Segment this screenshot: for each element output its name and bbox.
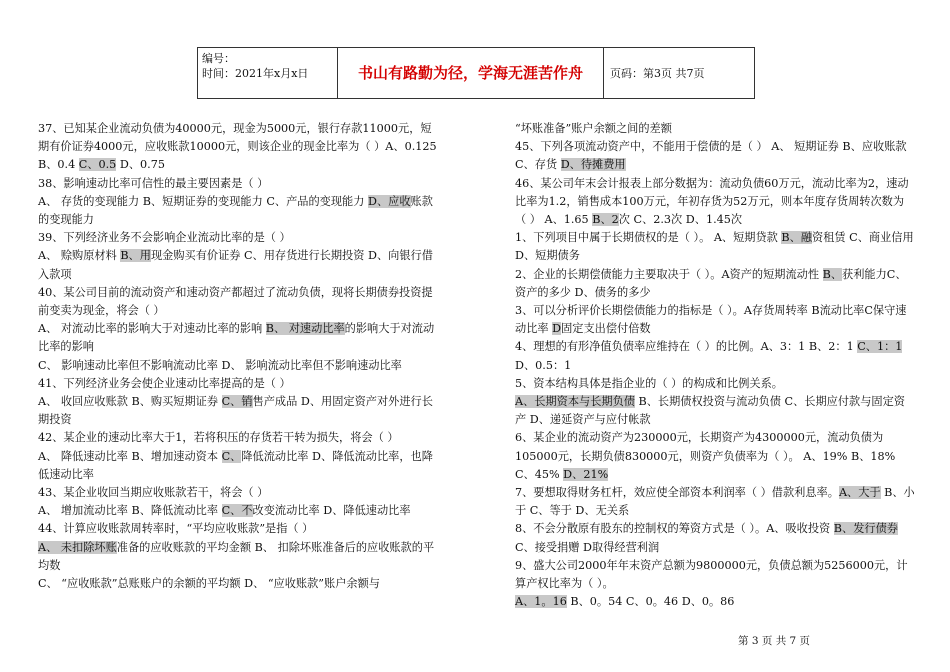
highlighted-answer: B、 对速动比率 [265,322,345,336]
highlighted-answer: A、1。16 [515,595,567,609]
motto: 书山有路勤为径，学海无涯苦作舟 [338,48,604,98]
line-text: 现金购买有价证券 C、用存货进行长期投资 D、向银行借入款项 [38,249,433,281]
question-line [515,138,915,174]
question-line [515,266,915,302]
line-text: C、接受捐赠 D取得经营利润 [515,540,660,554]
question-line [515,175,915,230]
question-line [38,393,438,429]
highlighted-answer: C、不 [221,504,253,518]
line-text: 6、某企业的流动资产为230000元，长期资产为4300000元，流动负债为105000元，长期负债830000元，则资产负债率为（ ）。 A、19% B、18% C、45% [515,431,896,481]
question-line [38,229,438,247]
highlighted-answer: D、待摊费用 [560,158,626,172]
question-line [38,175,438,193]
highlighted-answer: B、融 [781,231,813,245]
line-text: 39、下列经济业务不会影响企业流动比率的是（ ） [38,231,291,245]
question-line [515,393,915,429]
highlighted-answer: C、 [221,449,242,463]
highlighted-answer: B、 [822,267,843,281]
highlighted-answer: C、销 [221,395,253,409]
line-text: 46、某公司年末会计报表上部分数据为：流动负债60万元，流动比率为2，速动比率为1.2，销售成本100万元，年初存货为52万元，则本年度存货周转次数为（ ） A、1.65 [515,176,909,227]
line-text: 售产成品 D、用固定资产对外进行长期投资 [38,395,433,427]
question-line [38,520,438,538]
question-line [38,247,438,283]
question-line [515,520,915,556]
line-text: 2、企业的长期偿债能力主要取决于（ ）。A资产的短期流动性 [515,267,823,281]
page-header [197,47,755,99]
highlighted-answer: C、1：1 [857,340,903,354]
right-column [515,120,915,611]
line-text: 40、某公司目前的流动资产和速动资产都超过了流动负债，现将长期债券投资提前变卖为现金，将会（ ） [38,285,433,318]
question-line [38,429,438,447]
line-text: 固定支出偿付倍数 [561,322,651,336]
line-text: 7、要想取得财务杠杆，效应使全部资本利润率（ ）借款利息率。 [515,486,839,500]
line-text: 44、计算应收账款周转率时，“平均应收账款”是指（ ） [38,522,314,536]
line-text: D、0.75 [116,158,165,172]
line-text: 资租赁 C、商业信用 D、短期债务 [515,231,914,263]
line-text: 43、某企业收回当期应收账款若干，将会（ ） [38,486,269,500]
line-text: 4、理想的有形净值负债率应维持在（ ）的比例。A、3：1 B、2：1 [515,340,858,354]
line-text: A、 增加流动比率 B、降低流动比率 [38,504,222,518]
highlighted-answer: A、长期资本与长期负债 [515,395,635,409]
time-label: 时间：2021年x月x日 [202,67,309,80]
number-label: 编号： [202,52,235,65]
highlighted-answer: A、大于 [838,486,881,500]
line-text: A、 赊购原材料 [38,249,121,263]
line-text: 41、下列经济业务会使企业速动比率提高的是（ ） [38,376,291,390]
question-line [38,575,438,593]
line-text: A、 收回应收账款 B、购买短期证券 [38,395,222,409]
question-line [38,193,438,229]
line-text: 次 C、2.3次 D、1.45次 [618,213,743,227]
line-text: 8、不会分散原有股东的控制权的筹资方式是（ ）。A、吸收投资 [515,522,834,536]
line-text: D、0.5：1 [515,358,572,372]
highlighted-answer: D、21% [563,467,609,481]
question-line [515,338,915,374]
line-text: A、 存货的变现能力 B、短期证券的变现能力 C、产品的变现能力 [38,194,368,208]
line-text: C、 影响速动比率但不影响流动比率 D、 影响流动比率但不影响速动比率 [38,358,402,372]
line-text: 5、资本结构具体是指企业的（ ）的构成和比例关系。 [515,376,783,390]
question-line [515,593,915,611]
question-line [38,375,438,393]
question-line [38,120,438,175]
page-label: 页码：第3页 共7页 [610,66,705,80]
highlighted-answer: B、发行债券 [833,522,898,536]
question-line [38,320,438,356]
line-text: 45、下列各项流动资产中，不能用于偿债的是（ ） A、 短期证券 B、应收账款 C、存货 [515,140,907,172]
question-line [38,539,438,575]
highlighted-answer: B、2 [592,213,619,227]
line-text: 42、某企业的速动比率大于1，若将积压的存货若干转为损失，将会（ ） [38,431,399,445]
line-text: 账款的变现能力 [38,194,433,227]
question-line [38,448,438,484]
question-line [38,284,438,320]
page-footer: 第 3 页 共 7 页 [738,635,811,647]
line-text: A、 降低速动比率 B、增加速动资本 [38,449,222,463]
line-text: B、0。54 C、0。46 D、0。86 [566,595,735,609]
question-line [38,502,438,520]
highlighted-answer: B、用 [120,249,151,263]
line-text: 准备的应收账款的平均金额 B、 扣除坏账准备后的应收账款的平均数 [38,540,435,572]
line-text: 9、盛大公司2000年年末资产总额为9800000元，负债总额为5256000元，计算产权比率为（ ）。 [515,558,908,591]
line-text: 获利能力C、资产的多少 D、债务的多少 [515,267,907,299]
line-text: 改变流动比率 D、降低速动比率 [252,504,411,518]
line-text: 的影响大于对流动比率的影响 [38,322,435,354]
line-text: C、 “应收账款”总账账户的余额的平均额 D、 “应收账款”账户余额与 [38,577,380,591]
line-text: 1、下列项目中属于长期债权的是（ ）。 A、短期贷款 [515,231,782,245]
question-line [38,357,438,375]
line-text: 37、已知某企业流动负债为40000元，现金为5000元，银行存款11000元，短期有价证券4000元，应收账款10000元，则该企业的现金比率为（ ）A、0.125 B、0.4 [38,122,437,172]
line-text: “坏账准备”账户余额之间的差额 [515,122,672,135]
line-text: A、 对流动比率的影响大于对速动比率的影响 [38,322,266,336]
line-text: 3、可以分析评价长期偿债能力的指标是（ ）。A存货周转率 B流动比率C保守速动比率 [515,304,907,336]
left-column [38,120,438,593]
question-line [515,302,915,338]
highlighted-answer: D [552,322,562,336]
line-text: 降低流动比率 D、降低流动比率，也降低速动比率 [38,449,433,481]
line-text: B、长期债权投资与流动负债 C、长期应付款与固定资产 D、递延资产与应付帐款 [515,395,905,427]
question-line [515,429,915,484]
highlighted-answer: A、 未扣除坏账 [38,540,117,554]
question-line [515,375,915,393]
question-line [38,484,438,502]
question-line [515,557,915,593]
highlighted-answer: D、应收 [367,194,411,208]
question-line [515,484,915,520]
header-meta [198,48,338,98]
line-text: B、小于 C、等于 D、无关系 [515,486,915,518]
highlighted-answer: C、0.5 [78,158,117,172]
line-text: 38、影响速动比率可信性的最主要因素是（ ） [38,176,269,190]
question-line [515,120,915,138]
question-line [515,229,915,265]
